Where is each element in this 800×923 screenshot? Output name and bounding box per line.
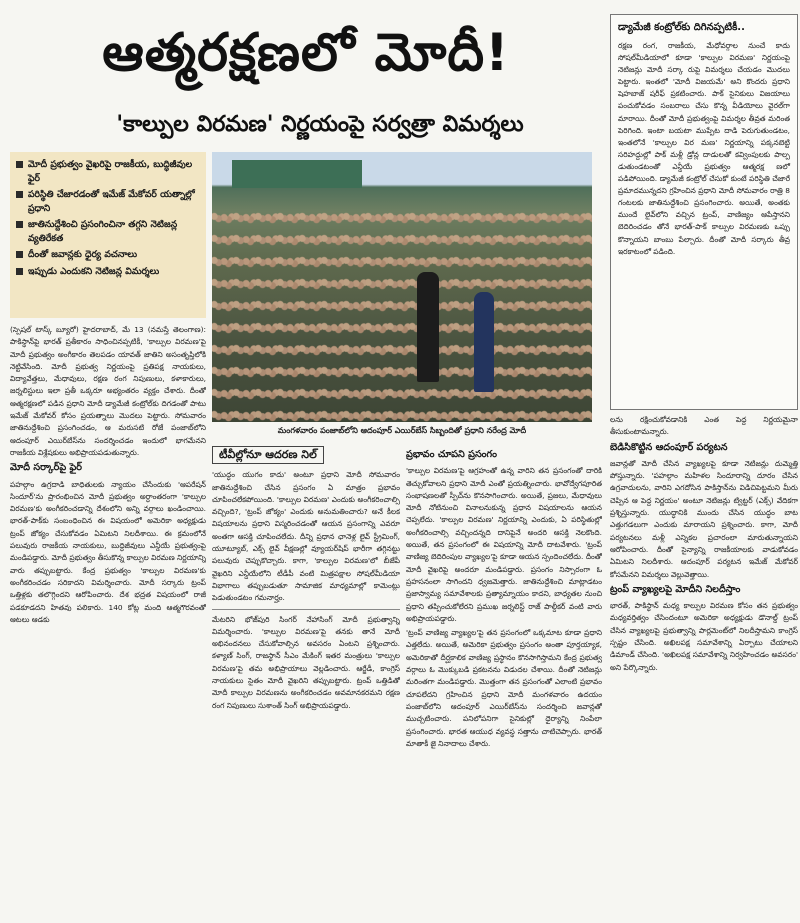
section-title: మోదీ సర్కార్‌పై ఫైర్ <box>10 462 82 474</box>
bullet-icon <box>16 221 23 228</box>
highlight-text: పరిస్థితి చేజారడంతో ఇమేజ్ మేకోవర్ యత్నాల్లో ప్రధాని <box>28 189 195 214</box>
column-d <box>610 414 798 922</box>
article-lead: లను రక్షించుకోవడానికి ఎంత పెద్ద నిర్ణయమైనా తీసుకుంటామన్నారు. <box>610 415 798 437</box>
column-b <box>212 446 400 922</box>
column-a <box>10 324 206 920</box>
divider <box>212 609 400 610</box>
section-title: బెడిసికొట్టిన ఆదంపూర్ పర్యటన <box>610 441 728 453</box>
article-body: పహల్గాం ఉగ్రదాడి బాధితులకు న్యాయం చేసేందుకు 'ఆపరేషన్ సిందూర్'ను ప్రారంభించిన మోదీ ప్రభుత్వం అర్ధాంతరంగా 'కాల్పుల విరమణ'కు అంగీకరించడాన్ని దేశంలోని అన్ని వర్గాలు ఖండించాయి. భారత్-పాక్‌కు సంబంధించిన ఈ విషయంలో అమెరికా అధ్యక్షుడు ట్రంప్ జోక్యం చేసుకోవడం ఏమిటని నిలదీశాయి. ఈ క్రమంలోనే పలువురు రాజకీయ నాయకులు, బుద్ధిజీవులు ఎన్డీయే ప్రభుత్వంపై మండిపడ్డారు. మోదీ ప్రభుత్వం తీసుకొన్న కాల్పుల విరమణ నిర్ణయాన్ని వారు తప్పుబట్టారు. కేంద్ర ప్రభుత్వం 'కాల్పుల విరమణ'కు అంగీకరించడం సరికాదని విమర్శించారు. మోదీ సర్కారు ట్రంప్ ఒత్తిళ్లకు తలొగ్గిందని ఆరోపించారు. దేశ భద్రత విషయంలో రాజీ పడకూడదని హితవు పలికారు. 140 కోట్ల మంది ఆత్మగౌరవంతో ఆటలు ఆడకు <box>10 479 206 624</box>
article-body: జవాన్లతో మోదీ చేసిన వ్యాఖ్యలపై కూడా నెటిజన్లు దుమ్మెత్తి పోస్తున్నారు. 'పహల్గాం మహిళల సిందూరాన్ని దూరం చేసిన ఉగ్రవాదులను, వారిని ఎగదోసిన పాకిస్తాన్‌ను విడిచిపెట్టమని మీరు చెప్పిన ఆ పెద్ద నిర్ణయం' అంటూ నెటిజన్లు ట్విట్టర్ (ఎక్స్) వేదికగా ప్రశ్నిస్తున్నారు. యుద్ధానికి ముందు చేసిన యుద్ధం బాట ఎత్తుగడలుగా ఎందుకు మారాయని ప్రశ్నించారు. కాగా, మోదీ పర్యటనలు మళ్లీ ఎన్నికల ప్రచారంలా మారుతున్నాయని ఆరోపించారు. దీంతో సైన్యాన్ని రాజకీయాలకు వాడుకోవడం ఏమిటని నిలదీశారు. ఆదంపూర్ పర్యటన ఇమేజ్ మేకోవర్ కోసమేనని విమర్శలు వెల్లువెత్తాయి. <box>610 458 798 579</box>
section-title: ట్రంప్ వ్యాఖ్యలపై మోదీని నిలదీస్తాం <box>610 583 741 595</box>
highlight-text: దీంతో జవాన్లకు ధైర్య వచనాలు <box>28 249 138 260</box>
bullet-icon <box>16 161 23 168</box>
bullet-icon <box>16 191 23 198</box>
bullet-icon <box>16 268 23 275</box>
article-body: మేటరిని భోజ్‌పురి సింగర్ నేహాసింగ్ మోదీ ప్రభుత్వాన్ని విమర్శించారు. 'కాల్పుల విరమణ'పై తనకు తానే మోదీ అభినందనలు చేసుకోవాల్సిన అవసరం ఏంటని ప్రశ్నించారు. కళ్యాణ్ సింగ్, రాజస్థాన్ సీఎం మేకింగ్ ఇతర మంత్రులు 'కాల్పుల విరమణ'పై తమ అభిప్రాయాలు వెల్లడించారు. ఆర్జేడీ, కాంగ్రెస్ నాయకులు సైతం మోదీ వైఖరిని తప్పుబట్టారు. ట్రంప్ ఒత్తిడితో మోదీ కాల్పుల విరమణను అంగీకరించడం అవమానకరమని రక్షణ రంగ నిపుణులు సుశాంత్ సింగ్ అభిప్రాయపడ్డారు. <box>212 614 400 710</box>
crowd-texture <box>212 212 592 422</box>
highlight-text: మోదీ ప్రభుత్వం వైఖరిపై రాజకీయ, బుద్ధిజీవుల ఫైర్ <box>28 159 193 184</box>
highlight-text: ఇప్పుడు ఎందుకని నెటిజన్ల విమర్శలు <box>28 265 160 277</box>
subhead: 'కాల్పుల విరమణ' నిర్ణయంపై సర్వత్రా విమర్శలు <box>116 112 524 137</box>
section-title: ప్రభావం చూపని ప్రసంగం <box>406 449 498 460</box>
hangar-shape <box>232 160 362 188</box>
article-body: 'యుద్ధం యుగం కాదు' అంటూ ప్రధాని మోదీ సోమవారం జాతినుద్దేశించి చేసిన ప్రసంగం ఏ మాత్రం ప్రభావం చూపించలేకపోయింది. 'కాల్పుల విరమణ' ఎందుకు అంగీకరించాల్సి వచ్చింది?, 'ట్రంప్ జోక్యం' ఎందుకు అనుమతించారు? అనే కీలక విషయాలను ప్రధాని విస్మరించడంతో ఆయన ప్రసంగాన్ని ఎవరూ అంతగా ఆసక్తి చూపించలేదు. దీన్ని ప్రధాన ఛానెళ్ల లైవ్ స్ట్రీమింగ్, యూట్యూబ్, ఎక్స్ లైవ్ వీక్షణల్లో వ్యూయర్‌షిప్ భారీగా తగ్గినట్టు పలువురు చెప్పుకొచ్చారు. కాగా, 'కాల్పుల విరమణ'లో బీజేపీ వైఖరిని ఎన్డీయేలోని టీడీపీ వంటి మిత్రపక్షాల సోషల్‌మీడియా విభాగాలు తప్పుబడుతూ సామాజిక మాధ్యమాల్లో కామెంట్లు పెడుతుండటం గమనార్హం. <box>212 470 400 603</box>
highlight-item <box>16 265 200 279</box>
highlight-item <box>16 218 200 245</box>
sidebar-box <box>610 14 798 410</box>
bullet-icon <box>16 251 23 258</box>
highlight-item <box>16 188 200 215</box>
article-body: భారత్, పాకిస్థాన్ మధ్య కాల్పుల విరమణ కోసం తన ప్రభుత్వం మధ్యవర్తిత్వం చేసిందంటూ అమెరికా అధ్యక్షుడు డొనాల్డ్ ట్రంప్ చేసిన వ్యాఖ్యలపై ప్రభుత్వాన్ని పార్లమెంట్‌లో నిలదీస్తామని కాంగ్రెస్ స్పష్టం చేసింది. అఖిలపక్ష సమావేశాన్ని ఏర్పాటు చేయాలని డిమాండ్ చేసింది. 'అఖిలపక్ష సమావేశాన్ని నిర్వహించడం అవసరం' అని పేర్కొన్నారు. <box>610 601 798 672</box>
person-figure <box>417 272 439 382</box>
column-c <box>406 446 602 922</box>
article-intro: (స్పెషల్ టాస్క్ బ్యూరో) హైదరాబాద్, మే 13 (నమస్తే తెలంగాణ): పాకిస్థాన్‌పై భారత్ ప్రతీకారం సాధించినప్పటికీ, 'కాల్పుల విరమణ'పై మోదీ ప్రభుత్వం అంగీకారం తెలపడం యావత్ జాతిని అసంతృప్తిలోకి నెట్టివేసింది. మోదీ ప్రభుత్వ నిర్ణయంపై ప్రతిపక్ష నాయకులు, విద్యావేత్తలు, మేధావులు, రక్షణ రంగ నిపుణులు, కళాకారులు, జర్నలిస్టులు ఇలా ప్రతీ ఒక్కరూ అభ్యంతరం వ్యక్తం చేశారు. దీంతో ఆత్మరక్షణలో పడిన ప్రధాని మోదీ డ్యామేజీ కంట్రోల్‌కు దిగడంతో పాటు ఇమేజ్ మేకోవర్ కోసం ప్రయత్నాలు మొదలు పెట్టారు. సోమవారం జాతినుద్దేశించి ప్రసంగించడం, ఆ మరుసటి రోజే పంజాబ్‌లోని ఆదంపూర్ ఎయిర్‌బేస్‌ను సందర్శించడం ఇందులో భాగమేనని రాజకీయ విశ్లేషకులు అభిప్రాయపడుతున్నారు. <box>10 325 206 457</box>
sidebar-title: డ్యామేజీ కంట్రోల్‌కు దిగినప్పటికీ.. <box>618 22 745 33</box>
highlight-item <box>16 158 200 185</box>
highlights-box <box>10 152 206 318</box>
person-figure <box>474 292 494 392</box>
photo-caption: మంగళవారం పంజాబ్‌లోని ఆదంపూర్ ఎయిర్‌బేస్ సిబ్బందితో ప్రధాని నరేంద్ర మోదీ <box>277 426 527 435</box>
box-title: టీవీల్లోనూ ఆదరణ నిల్ <box>212 446 324 464</box>
highlight-text: జాతినుద్దేశించి ప్రసంగించినా తగ్గని నెటిజన్ల వ్యతిరేకత <box>28 219 178 244</box>
highlight-item <box>16 248 200 262</box>
article-body: 'కాల్పుల విరమణ'పై ఆగ్రహంతో ఉన్న వారిని తన ప్రసంగంతో దారికి తెచ్చుకోవాలని ప్రధాని మోదీ ఎంతో ప్రయత్నించారు. భావోద్వేగపూరిత సంభాషణలతో స్పీచ్‌ను కొనసాగించారు. అయితే, ప్రజలు, మేధావులు మోదీ నోటినుంచి వినాలనుకున్న ప్రధాన విషయాలను ఆయన చెప్పలేదు. 'కాల్పుల విరమణ' నిర్ణయాన్ని ఎందుకు, ఏ పరిస్థితుల్లో అంగీకరించాల్సి వచ్చిందన్నది దానిపైనే అందరి ఆసక్తి నెలకొంది. అయితే, తన ప్రసంగంలో ఈ విషయాన్ని మోదీ దాటవేశారు. 'ట్రంప్ వాణిజ్య బెదిరింపుల వ్యాఖ్యల'పై కూడా ఆయన స్పందించలేదు. దీంతో మోదీ వైఖరిపై అందరూ మండిపడ్డారు. ప్రసంగం నిస్సారంగా ఓ ప్రహసనంలా సాగిందని ధ్వజమెత్తారు. జాతినుద్దేశించి మాట్లాడటం ప్రజాస్వామ్య సమావేశాలకు ప్రత్యామ్నాయం కాదని, బాధ్యతల నుంచి ప్రధాని తప్పించుకోలేరని ప్రముఖ జర్నలిస్ట్ రాజ్ పాల్దీకర్ వంటి వారు అభిప్రాయపడ్డారు. <box>406 466 602 623</box>
article-body: 'ట్రంప్ వాణిజ్య వ్యాఖ్యల'పై తన ప్రసంగంలో ఒక్కమాట కూడా ప్రధాని ఎత్తలేదు. అయితే, అమెరికా ప్రభుత్వం ప్రసంగం అంతా పూర్తయ్యాక, అమెరికాతో దీర్ఘకాలిక వాణిజ్య ప్రస్థానం కొనసాగిస్తామని కేంద్ర ప్రభుత్వ వర్గాలు ఓ మొక్కుబడి ప్రకటనను విడుదల చేశాయి. దీంతో నెటిజన్లు మరింతగా మండిపడ్డారు. మొత్తంగా తన ప్రసంగంతో ఎలాంటి ప్రభావం చూపలేదని గ్రహించిన ప్రధాని మోదీ మంగళవారం ఉదయం పంజాబ్‌లోని ఆదంపూర్ ఎయిర్‌బేస్‌ను సందర్శించి జవాన్లతో ముచ్చటించారు. పనిలోపనిగా సైనికుల్లో ధైర్యాన్ని నింపేలా ప్రసంగించారు. భారత ఆయుధ వ్యవస్థ సత్తాను చాటిచెప్పారు. భారత్ మాతాకీ జై నినాదాలు చేశారు. <box>406 628 602 748</box>
sidebar-body: రక్షణ రంగ, రాజకీయ, మేధోవర్గాల నుంచే కాదు సోషల్‌మీడియాలో కూడా 'కాల్పుల విరమణ' నిర్ణయంపై నెటిజన్లు మోదీ సర్కా రుపై విమర్శలు చేయడం మొదలు పెట్టారు. ఇంతలో 'మోదీ విజయమే' అని కొందరు ప్రధాని షెహబాజ్ షరీఫ్ ప్రకటించారు. పాక్ సైనికులు విజయాలు పంచుకోవడం సంబరాలు చేసు కొన్న వీడియోలు వైరల్‌గా మారాయి. దీంతో మోదీ ప్రభుత్వంపై విమర్శల తీవ్రత మరింత పెరిగింది. ఇంటా బయటా ముప్పేట దాడి పెరుగుతుండటం, ఇంతలోనే 'కాల్పుల విర మణ' నిర్ణయాన్ని పక్కనబెట్టి సరిహద్దుల్లో పాక్ మళ్లీ డ్రోన్ల దాడులతో కవ్వింపులకు పాల్ప డుతుండటంతో ఎన్డీయే ప్రభుత్వం ఆత్మరక్ష ణలో పడిపోయింది. డ్యామేజీ కంట్రోల్ చేసుకో కుంటే పరిస్థితి చేజారే ప్రమాదమున్నదని గ్రహించిన ప్రధాని మోదీ సోమవారం రాత్రి 8 గంటలకు జాతినుద్దేశించి ప్రసంగించారు. అయితే, అంతకు ముందే లైవ్‌లోని వచ్చిన ట్రంప్, వాణిజ్యం ఆపేస్తానని బెదిరించడం తోనే భారత్-పాక్ కాల్పుల విరమణకు ఒప్పు కొన్నాయని బాంబు పేల్చారు. దీంతో మోదీ సర్కారు తీవ్ర ఇరకాటంలో పడింది. <box>618 41 790 256</box>
headline: ఆత్మరక్షణలో మోదీ! <box>102 23 510 83</box>
news-photo <box>212 152 592 422</box>
